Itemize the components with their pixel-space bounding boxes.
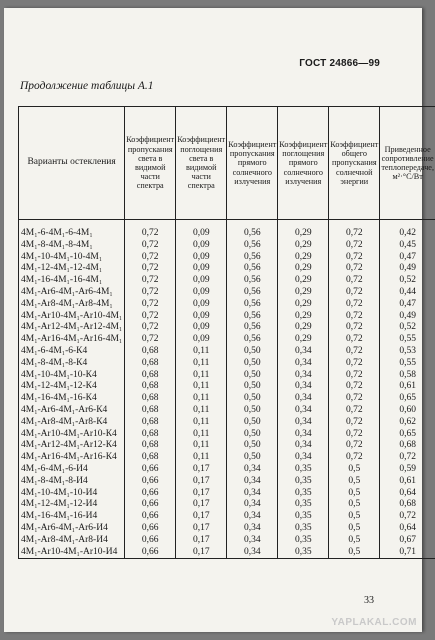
value-cell: 0,72 [329, 440, 380, 452]
table-row [19, 429, 435, 441]
value-cell: 0,55 [380, 358, 435, 370]
value-cell: 0,71 [380, 547, 435, 559]
value-cell: 0,42 [380, 228, 435, 240]
value-cell: 0,61 [380, 476, 435, 488]
glazing-variant-cell: 4М₁-Ar8-4М₁-Ar8-4М₁ [19, 299, 125, 311]
value-cell: 0,49 [380, 263, 435, 275]
value-cell: 0,17 [176, 476, 227, 488]
value-cell: 0,11 [176, 452, 227, 464]
value-cell: 0,11 [176, 370, 227, 382]
value-cell: 0,72 [329, 429, 380, 441]
value-cell: 0,34 [227, 464, 278, 476]
glazing-variant-cell: 4М₁-Ar6-4М₁-Ar6-4М₁ [19, 287, 125, 299]
value-cell: 0,17 [176, 547, 227, 559]
value-cell: 0,17 [176, 464, 227, 476]
page-number: 33 [364, 595, 374, 606]
value-cell: 0,34 [227, 535, 278, 547]
value-cell: 0,35 [278, 488, 329, 500]
value-cell: 0,56 [227, 311, 278, 323]
value-cell: 0,66 [125, 476, 176, 488]
value-cell: 0,68 [125, 358, 176, 370]
value-cell: 0,68 [125, 393, 176, 405]
table-row [19, 488, 435, 500]
value-cell: 0,34 [227, 547, 278, 559]
value-cell: 0,66 [125, 464, 176, 476]
value-cell: 0,17 [176, 499, 227, 511]
value-cell: 0,50 [227, 429, 278, 441]
table-row [19, 334, 435, 346]
value-cell: 0,72 [125, 287, 176, 299]
value-cell: 0,65 [380, 429, 435, 441]
value-cell: 0,35 [278, 499, 329, 511]
value-cell: 0,34 [278, 452, 329, 464]
value-cell: 0,34 [278, 417, 329, 429]
value-cell: 0,68 [125, 429, 176, 441]
value-cell: 0,09 [176, 311, 227, 323]
glazing-variant-cell: 4М₁-10-4М₁-10-К4 [19, 370, 125, 382]
value-cell: 0,50 [227, 405, 278, 417]
value-cell: 0,72 [329, 311, 380, 323]
glazing-variant-cell: 4М₁-10-4М₁-10-И4 [19, 488, 125, 500]
value-cell: 0,09 [176, 299, 227, 311]
value-cell: 0,72 [329, 263, 380, 275]
value-cell: 0,09 [176, 263, 227, 275]
value-cell: 0,50 [227, 452, 278, 464]
value-cell: 0,5 [329, 547, 380, 559]
value-cell: 0,66 [125, 523, 176, 535]
value-cell: 0,66 [125, 499, 176, 511]
glazing-variant-cell: 4М₁-Ar8-4М₁-Ar8-К4 [19, 417, 125, 429]
value-cell: 0,34 [278, 429, 329, 441]
value-cell: 0,5 [329, 476, 380, 488]
table-body [19, 220, 435, 559]
value-cell: 0,72 [125, 228, 176, 240]
value-cell: 0,72 [329, 228, 380, 240]
value-cell: 0,35 [278, 511, 329, 523]
value-cell: 0,09 [176, 322, 227, 334]
value-cell: 0,11 [176, 381, 227, 393]
value-cell: 0,66 [125, 511, 176, 523]
table-row [19, 322, 435, 334]
value-cell: 0,72 [380, 511, 435, 523]
glazing-variant-cell: 4М₁-16-4М₁-16-К4 [19, 393, 125, 405]
glazing-table [18, 106, 435, 559]
table-row [19, 311, 435, 323]
value-cell: 0,45 [380, 240, 435, 252]
value-cell: 0,09 [176, 287, 227, 299]
value-cell: 0,62 [380, 417, 435, 429]
glazing-variant-cell: 4М₁-16-4М₁-16-И4 [19, 511, 125, 523]
table-row [19, 370, 435, 382]
glazing-variant-cell: 4М₁-12-4М₁-12-И4 [19, 499, 125, 511]
value-cell: 0,34 [227, 523, 278, 535]
value-cell: 0,56 [227, 263, 278, 275]
value-cell: 0,56 [227, 240, 278, 252]
value-cell: 0,72 [329, 393, 380, 405]
value-cell: 0,56 [227, 287, 278, 299]
glazing-variant-cell: 4М₁-Ar16-4М₁-Ar16-К4 [19, 452, 125, 464]
value-cell: 0,64 [380, 523, 435, 535]
value-cell: 0,72 [380, 452, 435, 464]
table-row [19, 417, 435, 429]
glazing-variant-cell: 4М₁-8-4М₁-8-4М₁ [19, 240, 125, 252]
glazing-variant-cell: 4М₁-10-4М₁-10-4М₁ [19, 252, 125, 264]
value-cell: 0,09 [176, 240, 227, 252]
value-cell: 0,56 [227, 334, 278, 346]
value-cell: 0,29 [278, 299, 329, 311]
table-row [19, 275, 435, 287]
column-header: Коэффициент пропускания света в видимой части спектра [125, 107, 176, 220]
value-cell: 0,50 [227, 440, 278, 452]
value-cell: 0,44 [380, 287, 435, 299]
value-cell: 0,72 [329, 252, 380, 264]
value-cell: 0,72 [329, 417, 380, 429]
value-cell: 0,52 [380, 275, 435, 287]
value-cell: 0,50 [227, 346, 278, 358]
table-row [19, 511, 435, 523]
value-cell: 0,72 [329, 240, 380, 252]
value-cell: 0,11 [176, 417, 227, 429]
value-cell: 0,11 [176, 346, 227, 358]
table-row [19, 252, 435, 264]
value-cell: 0,67 [380, 535, 435, 547]
column-header: Коэффициент поглощения света в видимой части спектра [176, 107, 227, 220]
column-header: Коэффициент общего пропускания солнечной энергии [329, 107, 380, 220]
watermark: YAPLAKAL.COM [331, 617, 417, 628]
table-row [19, 499, 435, 511]
value-cell: 0,50 [227, 417, 278, 429]
standard-number: ГОСТ 24866—99 [299, 58, 380, 69]
value-cell: 0,34 [278, 440, 329, 452]
value-cell: 0,68 [125, 417, 176, 429]
value-cell: 0,11 [176, 405, 227, 417]
value-cell: 0,56 [227, 228, 278, 240]
table-row [19, 287, 435, 299]
value-cell: 0,68 [125, 381, 176, 393]
value-cell: 0,72 [329, 381, 380, 393]
glazing-variant-cell: 4М₁-16-4М₁-16-4М₁ [19, 275, 125, 287]
value-cell: 0,35 [278, 476, 329, 488]
value-cell: 0,72 [329, 452, 380, 464]
value-cell: 0,59 [380, 464, 435, 476]
column-header: Приведенное сопротивление теплопередаче, м²·°С/Вт [380, 107, 435, 220]
value-cell: 0,72 [329, 346, 380, 358]
value-cell: 0,72 [329, 287, 380, 299]
value-cell: 0,72 [329, 405, 380, 417]
value-cell: 0,64 [380, 488, 435, 500]
value-cell: 0,55 [380, 334, 435, 346]
table-row [19, 405, 435, 417]
value-cell: 0,53 [380, 346, 435, 358]
value-cell: 0,29 [278, 228, 329, 240]
spacer-row [19, 220, 435, 229]
value-cell: 0,34 [278, 405, 329, 417]
glazing-variant-cell: 4М₁-Ar6-4М₁-Ar6-К4 [19, 405, 125, 417]
value-cell: 0,72 [125, 263, 176, 275]
value-cell: 0,50 [227, 393, 278, 405]
value-cell: 0,50 [227, 370, 278, 382]
value-cell: 0,5 [329, 464, 380, 476]
table-row [19, 476, 435, 488]
glazing-variant-cell: 4М₁-Ar10-4М₁-Ar10-И4 [19, 547, 125, 559]
value-cell: 0,35 [278, 523, 329, 535]
value-cell: 0,72 [125, 311, 176, 323]
value-cell: 0,5 [329, 511, 380, 523]
glazing-variant-cell: 4М₁-Ar16-4М₁-Ar16-4М₁ [19, 334, 125, 346]
value-cell: 0,72 [329, 334, 380, 346]
value-cell: 0,72 [329, 358, 380, 370]
value-cell: 0,29 [278, 275, 329, 287]
glazing-variant-cell: 4М₁-Ar12-4М₁-Ar12-К4 [19, 440, 125, 452]
value-cell: 0,35 [278, 535, 329, 547]
value-cell: 0,68 [125, 405, 176, 417]
value-cell: 0,29 [278, 240, 329, 252]
value-cell: 0,72 [125, 334, 176, 346]
value-cell: 0,68 [125, 346, 176, 358]
value-cell: 0,66 [125, 547, 176, 559]
value-cell: 0,34 [278, 393, 329, 405]
value-cell: 0,09 [176, 252, 227, 264]
value-cell: 0,11 [176, 358, 227, 370]
glazing-variant-cell: 4М₁-12-4М₁-12-4М₁ [19, 263, 125, 275]
value-cell: 0,29 [278, 287, 329, 299]
value-cell: 0,5 [329, 499, 380, 511]
table-row [19, 393, 435, 405]
value-cell: 0,68 [125, 440, 176, 452]
value-cell: 0,35 [278, 547, 329, 559]
value-cell: 0,72 [125, 299, 176, 311]
value-cell: 0,56 [227, 299, 278, 311]
value-cell: 0,35 [278, 464, 329, 476]
table-row [19, 263, 435, 275]
value-cell: 0,72 [329, 275, 380, 287]
value-cell: 0,65 [380, 393, 435, 405]
value-cell: 0,47 [380, 299, 435, 311]
table-row [19, 240, 435, 252]
value-cell: 0,11 [176, 429, 227, 441]
value-cell: 0,56 [227, 252, 278, 264]
value-cell: 0,11 [176, 393, 227, 405]
value-cell: 0,09 [176, 334, 227, 346]
glazing-variant-cell: 4М₁-6-4М₁-6-4М₁ [19, 228, 125, 240]
glazing-variant-cell: 4М₁-Ar10-4М₁-Ar10-К4 [19, 429, 125, 441]
table-row [19, 535, 435, 547]
value-cell: 0,68 [125, 370, 176, 382]
value-cell: 0,34 [227, 488, 278, 500]
value-cell: 0,34 [227, 511, 278, 523]
table-row [19, 523, 435, 535]
value-cell: 0,17 [176, 535, 227, 547]
value-cell: 0,50 [227, 381, 278, 393]
value-cell: 0,68 [380, 440, 435, 452]
value-cell: 0,72 [125, 240, 176, 252]
document-page [4, 8, 434, 632]
value-cell: 0,5 [329, 523, 380, 535]
value-cell: 0,34 [278, 358, 329, 370]
value-cell: 0,60 [380, 405, 435, 417]
column-header: Коэффициент поглощения прямого солнечного излучения [278, 107, 329, 220]
value-cell: 0,09 [176, 275, 227, 287]
value-cell: 0,29 [278, 263, 329, 275]
value-cell: 0,11 [176, 440, 227, 452]
value-cell: 0,09 [176, 228, 227, 240]
value-cell: 0,34 [227, 476, 278, 488]
value-cell: 0,68 [380, 499, 435, 511]
glazing-variant-cell: 4М₁-Ar6-4М₁-Ar6-И4 [19, 523, 125, 535]
value-cell: 0,72 [329, 299, 380, 311]
glazing-variant-cell: 4М₁-8-4М₁-8-К4 [19, 358, 125, 370]
value-cell: 0,72 [125, 322, 176, 334]
value-cell: 0,34 [278, 370, 329, 382]
value-cell: 0,61 [380, 381, 435, 393]
table-row [19, 381, 435, 393]
glazing-variant-cell: 4М₁-6-4М₁-6-К4 [19, 346, 125, 358]
value-cell: 0,72 [125, 275, 176, 287]
value-cell: 0,56 [227, 275, 278, 287]
value-cell: 0,68 [125, 452, 176, 464]
value-cell: 0,56 [227, 322, 278, 334]
value-cell: 0,34 [227, 499, 278, 511]
value-cell: 0,29 [278, 311, 329, 323]
value-cell: 0,34 [278, 346, 329, 358]
value-cell: 0,29 [278, 252, 329, 264]
value-cell: 0,66 [125, 535, 176, 547]
table-row [19, 440, 435, 452]
column-header: Варианты остекления [19, 107, 125, 220]
value-cell: 0,5 [329, 535, 380, 547]
table-caption: Продолжение таблицы А.1 [20, 80, 154, 92]
value-cell: 0,17 [176, 511, 227, 523]
table-row [19, 346, 435, 358]
table-row [19, 228, 435, 240]
table-row [19, 452, 435, 464]
value-cell: 0,72 [329, 370, 380, 382]
glazing-variant-cell: 4М₁-Ar10-4М₁-Ar10-4М₁ [19, 311, 125, 323]
value-cell: 0,17 [176, 488, 227, 500]
table-header [19, 107, 435, 220]
value-cell: 0,50 [227, 358, 278, 370]
value-cell: 0,29 [278, 334, 329, 346]
value-cell: 0,52 [380, 322, 435, 334]
glazing-variant-cell: 4М₁-Ar8-4М₁-Ar8-И4 [19, 535, 125, 547]
glazing-variant-cell: 4М₁-12-4М₁-12-К4 [19, 381, 125, 393]
value-cell: 0,29 [278, 322, 329, 334]
glazing-variant-cell: 4М₁-Ar12-4М₁-Ar12-4М₁ [19, 322, 125, 334]
value-cell: 0,17 [176, 523, 227, 535]
value-cell: 0,66 [125, 488, 176, 500]
value-cell: 0,47 [380, 252, 435, 264]
glazing-variant-cell: 4М₁-8-4М₁-8-И4 [19, 476, 125, 488]
table-row [19, 358, 435, 370]
glazing-variant-cell: 4М₁-6-4М₁-6-И4 [19, 464, 125, 476]
table-row [19, 299, 435, 311]
value-cell: 0,72 [125, 252, 176, 264]
value-cell: 0,49 [380, 311, 435, 323]
value-cell: 0,5 [329, 488, 380, 500]
table-row [19, 464, 435, 476]
table-row [19, 547, 435, 559]
column-header: Коэффициент пропускания прямого солнечного излучения [227, 107, 278, 220]
value-cell: 0,72 [329, 322, 380, 334]
value-cell: 0,58 [380, 370, 435, 382]
value-cell: 0,34 [278, 381, 329, 393]
